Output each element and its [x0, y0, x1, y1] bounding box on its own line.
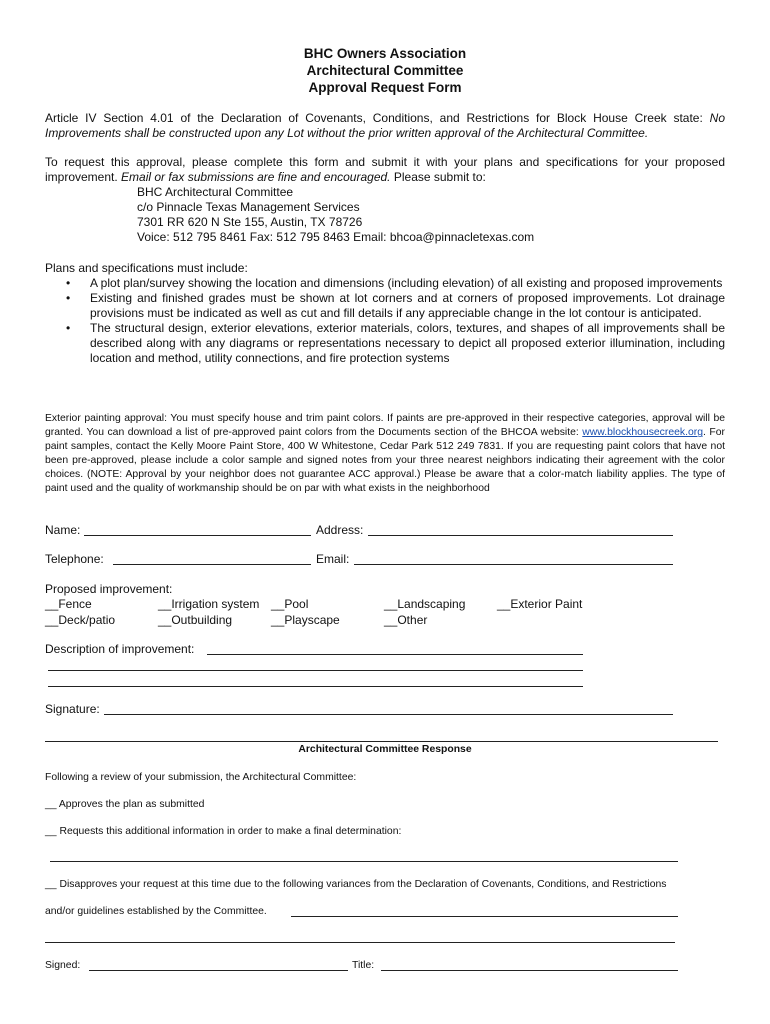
signature-field[interactable] [104, 714, 673, 715]
plans-heading: Plans and specifications must include: [45, 261, 248, 275]
address-label: Address: [316, 523, 364, 537]
address-line-2: c/o Pinnacle Texas Management Services [137, 200, 360, 214]
option-exterior-paint[interactable]: __Exterior Paint [497, 597, 583, 611]
approves-option[interactable]: __ Approves the plan as submitted [45, 799, 205, 810]
article-paragraph [45, 111, 725, 141]
signature-label: Signature: [45, 702, 100, 716]
requests-option[interactable]: __ Requests this additional information in order to make a final determination: [45, 826, 402, 837]
variances-field[interactable] [291, 916, 678, 917]
variances-line-2[interactable] [45, 942, 675, 943]
header-committee: Architectural Committee [306, 63, 464, 78]
list-item: • Existing and finished grades must be shown at lot corners and at corners of proposed improvements. Lot drainage provisions must be indicated as well as cut and fill details if any appreciable change in the lot contour is anticipated. [66, 291, 725, 320]
guidelines-text: and/or guidelines established by the Committee. [45, 906, 267, 917]
bullet-icon: • [66, 321, 71, 335]
header-association: BHC Owners Association [303, 46, 467, 61]
address-line-3: 7301 RR 620 N Ste 155, Austin, TX 78726 [137, 215, 363, 229]
plans-list [66, 276, 725, 366]
request-emphasis: Email or fax submissions are fine and encouraged. [121, 170, 391, 184]
request-text: To request this approval, please complete this form and submit it with your plans and specifications for your proposed improvement. [45, 155, 725, 184]
option-irrigation-system[interactable]: __Irrigation system [158, 597, 260, 611]
proposed-improvement-label: Proposed improvement: [45, 582, 173, 596]
description-line-2[interactable] [48, 670, 583, 671]
bullet-icon: • [66, 276, 71, 290]
signed-label: Signed: [45, 960, 81, 971]
option-playscape[interactable]: __Playscape [271, 613, 340, 627]
title-label: Title: [352, 960, 375, 971]
email-label: Email: [316, 552, 350, 566]
request-paragraph [45, 155, 725, 185]
bullet-icon: • [66, 291, 71, 305]
painting-text-before: Exterior painting approval: You must specify house and trim paint colors. If paints are pre-approved in their respective categories, approval will be granted. You can download a list of pre-approved paint colors from the Documents section of the BHCOA website: [45, 413, 725, 439]
disapproves-option[interactable]: __ Disapproves your request at this time due to the following variances from the Declaration of Covenants, Conditions, and Restrictions [45, 879, 667, 890]
response-heading: Architectural Committee Response [298, 744, 472, 755]
option-fence[interactable]: __Fence [45, 597, 92, 611]
option-other[interactable]: __Other [384, 613, 428, 627]
list-item: • The structural design, exterior elevations, exterior materials, colors, textures, and shapes of all improvements shall be described along with any diagrams or representations necessary to depict all proposed exterior illumination, including location and method, utility connections, and fire protection systems [66, 321, 725, 365]
request-tail: Please submit to: [390, 170, 486, 184]
address-contact-line: Voice: 512 795 8461 Fax: 512 795 8463 Email: bhcoa@pinnacletexas.com [137, 230, 535, 244]
option-pool[interactable]: __Pool [271, 597, 309, 611]
option-deck-patio[interactable]: __Deck/patio [45, 613, 116, 627]
description-label: Description of improvement: [45, 642, 195, 656]
option-landscaping[interactable]: __Landscaping [384, 597, 466, 611]
option-outbuilding[interactable]: __Outbuilding [158, 613, 233, 627]
description-line-3[interactable] [48, 686, 583, 687]
article-quote: No Improvements shall be constructed upon any Lot without the prior written approval of the Architectural Committee. [45, 111, 725, 140]
list-item: • A plot plan/survey showing the location and dimensions (including elevation) of all existing and proposed improvements [66, 276, 723, 290]
painting-text-after: . For paint samples, contact the Kelly Moore Paint Store, 400 W Whitestone, Cedar Park 512 249 7831. If you are requesting paint colors that have not been pre-approved, please include a color sample and signed notes from your three nearest neighbors indicating their agreement with the color choices. (NOTE: Approval by your neighbor does not guarantee ACC approval.) Please be aware that a color-match liability applies. The type of paint used and the quality of workmanship should be on par with what exists in the neighborhood [45, 427, 725, 495]
response-intro: Following a review of your submission, the Architectural Committee: [45, 772, 357, 783]
title-field[interactable] [381, 970, 678, 971]
email-field[interactable] [354, 564, 673, 565]
header-form-title: Approval Request Form [308, 80, 462, 95]
address-line-1: BHC Architectural Committee [137, 185, 294, 199]
signed-field[interactable] [89, 970, 348, 971]
website-link[interactable]: www.blockhousecreek.org [582, 427, 703, 439]
telephone-field[interactable] [113, 564, 311, 565]
address-field[interactable] [368, 535, 673, 536]
telephone-label: Telephone: [45, 552, 104, 566]
name-field[interactable] [84, 535, 311, 536]
name-label: Name: [45, 523, 81, 537]
requested-info-field[interactable] [50, 861, 678, 862]
section-divider [45, 741, 718, 742]
description-field[interactable] [207, 654, 583, 655]
article-text: Article IV Section 4.01 of the Declaration of Covenants, Conditions, and Restrictions for Block House Creek state: [45, 111, 710, 125]
painting-paragraph [45, 412, 725, 497]
